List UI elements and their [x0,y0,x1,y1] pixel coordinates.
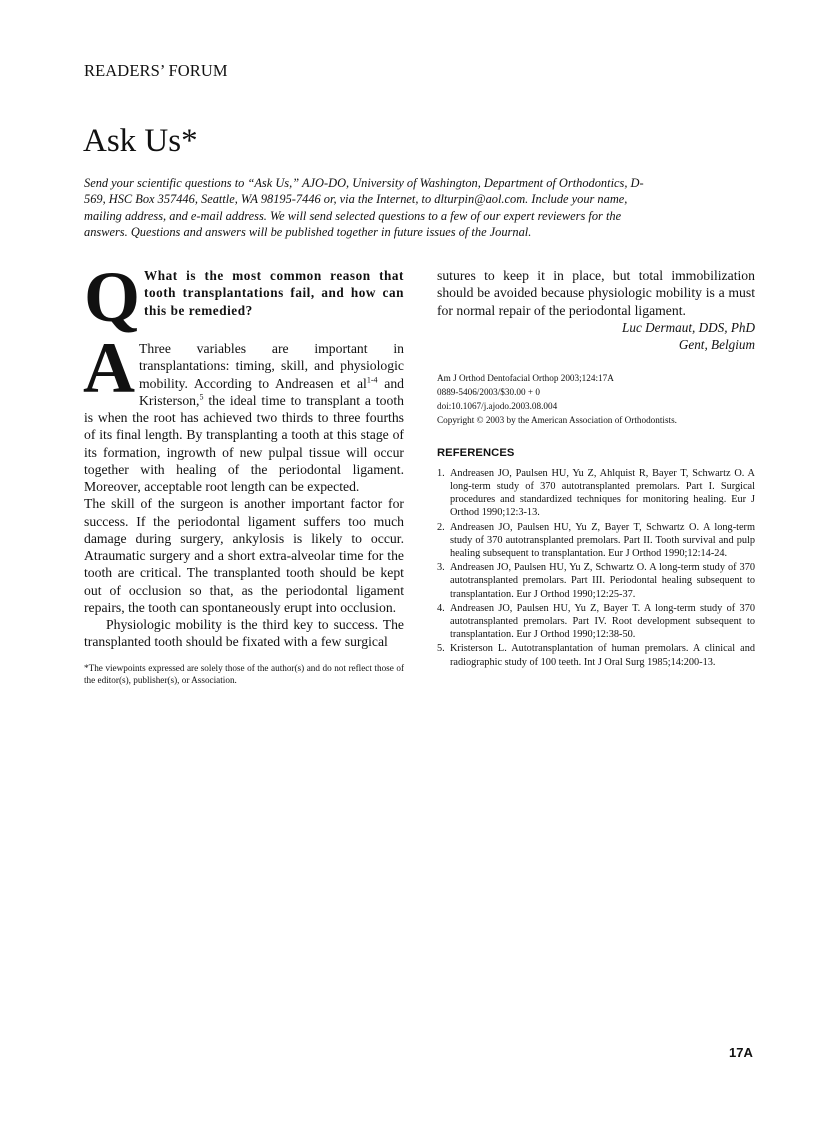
reference-item [437,642,755,668]
right-column [437,267,755,670]
question-drop-cap: Q [84,257,141,337]
reference-number: 1. [437,467,445,479]
signature-location: Gent, Belgium [678,336,755,352]
answer-drop-cap: A [83,328,135,408]
reference-item [437,467,755,520]
footnote: *The viewpoints expressed are solely those of the author(s) and do not reflect those of the editor(s), publisher(s), or Association. [84,662,404,685]
journal-citation: Am J Orthod Dentofacial Orthop 2003;124:17A [437,372,614,383]
reference-number: 5. [437,643,445,655]
section-label: READERS’ FORUM [84,61,228,80]
reference-text: Andreasen JO, Paulsen HU, Yu Z, Ahlquist R, Bayer T, Schwartz O. A long-term study of 370 autotransplanted premolars. Part I. Surgical procedures and standardized techniques for monitoring healing. Eur J Orthod 1990;12:3-13. [450,467,755,519]
answer-text: Three variables are important in transplantations: timing, skill, and physiologic mobility. According to Andreasen et al [139,341,404,391]
reference-text: Andreasen JO, Paulsen HU, Yu Z, Bayer T, Schwartz O. A long-term study of 370 autotransplanted premolars. Part II. Tooth survival and pulp healing subsequent to transplantation. Eur J Orthod 1990;12:14-24. [450,521,755,559]
left-column [83,257,405,686]
issn: 0889-5406/2003/$30.00 + 0 [437,386,540,397]
page-number: 17A [729,1045,753,1060]
reference-number: 3. [437,562,445,574]
question-text: What is the most common reason that tooth transplantations fail, and how can this be remedied? [144,268,404,318]
reference-number: 2. [437,521,445,533]
answer-paragraph-3-continued: sutures to keep it in place, but total immobilization should be avoided because physiologic mobility is a must for normal repair of the periodontal ligament. [437,268,755,318]
answer-continuation [437,267,755,319]
reference-item [437,521,755,561]
answer-paragraph-3: Physiologic mobility is the third key to success. The transplanted tooth should be fixated with a few surgical [84,617,404,650]
answer-text: the ideal time to transplant a tooth is when the root has achieved two thirds to three fourths of its final length. By transplanting a tooth at this stage of its formation, ingrowth of new pulpal tissue will occur together with healing of the periodontal ligament. Moreover, acceptable root length can be expected. [84,392,404,494]
reference-text: Kristerson L. Autotransplantation of human premolars. A clinical and radiographic study of 100 teeth. Int J Oral Surg 1985;14:200-13. [450,643,755,668]
intro-text [84,175,664,240]
citation-block [437,371,755,427]
reference-text: Andreasen JO, Paulsen HU, Yu Z, Schwartz O. A long-term study of 370 autotransplanted premolars. Part III. Periodontal healing subsequent to transplantation. Eur J Orthod 1990;12:25-37. [450,562,755,600]
answer-text: and Kristerson, [139,375,405,408]
references-heading: REFERENCES [437,446,515,459]
copyright: Copyright © 2003 by the American Association of Orthodontists. [437,414,677,425]
reference-item [437,561,755,601]
page-title: Ask Us* [83,123,198,159]
doi: doi:10.1067/j.ajodo.2003.08.004 [437,400,558,411]
reference-item [437,602,755,642]
reference-text: Andreasen JO, Paulsen HU, Yu Z, Bayer T. A long-term study of 370 autotransplanted premolars. Part IV. Root development subsequent to transplantation. Eur J Orthod 1990;12:38-50. [450,602,755,641]
references-list [437,467,755,669]
citation-superscript: 5 [199,392,204,402]
answer-paragraph-2: The skill of the surgeon is another important factor for success. If the periodontal ligament suffers too much damage during surgery, ankylosis is likely to occur. Atraumatic surgery and a short extra-alveolar time for the tooth are critical. The transplanted tooth should be kept out of occlusion so that, as the periodontal ligament repairs, the tooth can spontaneously erupt into occlusion. [84,496,404,615]
signature-author: Luc Dermaut, DDS, PhD [622,319,755,335]
answer-block [83,328,405,651]
intro-paragraph: Send your scientific questions to “Ask Us,” AJO-DO, University of Washington, Department of Orthodontics, D-569, HSC Box 357446, Seattle, WA 98195-7446 or, via the Internet, to dlturpin@aol.com. Include your name, mailing address, and e-mail address. We will send selected questions to a few of our expert reviewers for the answers. Questions and answers will be published together in future issues of the Journal. [84,176,644,239]
reference-number: 4. [437,602,445,614]
question-block [84,257,404,337]
citation-superscript: 1-4 [366,374,378,384]
